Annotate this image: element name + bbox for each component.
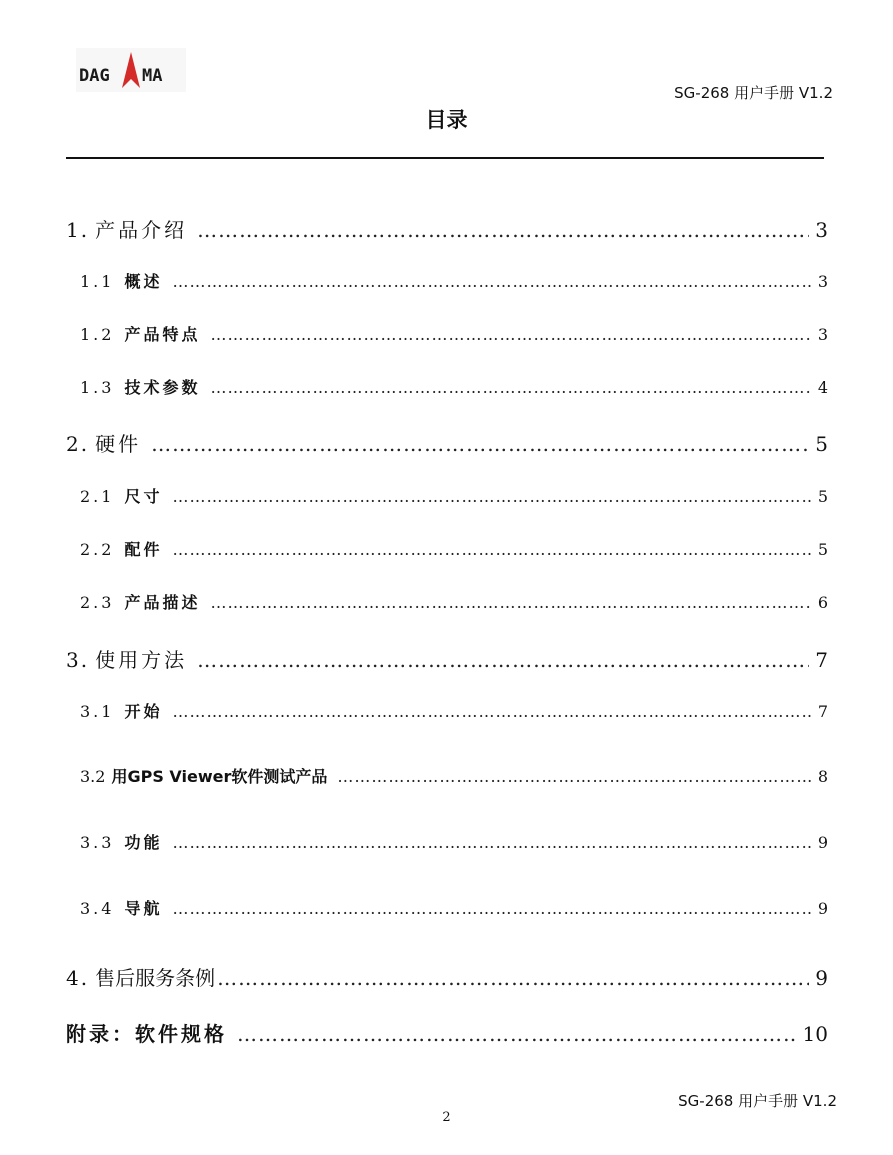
toc-page: 8 xyxy=(817,767,828,786)
toc-page: 7 xyxy=(815,648,828,672)
toc-number: 3.2 xyxy=(80,767,106,786)
toc-leader xyxy=(172,272,811,291)
toc-entry-2-2[interactable] xyxy=(80,537,828,560)
header-doc-reference: SG-268 用户手册 V1.2 xyxy=(674,84,833,102)
dagama-logo-mark xyxy=(76,48,186,92)
toc-entry-3-2[interactable] xyxy=(80,764,828,787)
toc-number: 1.3 xyxy=(80,378,115,397)
toc-label: 技术参数 xyxy=(124,378,201,397)
toc-leader xyxy=(337,767,811,786)
toc-entry-3[interactable] xyxy=(66,644,828,673)
toc-leader xyxy=(210,325,811,344)
toc-page: 5 xyxy=(817,487,828,506)
toc-label: 尺寸 xyxy=(124,487,163,506)
toc-entry-3-4[interactable] xyxy=(80,896,828,919)
toc-label: 功能 xyxy=(124,833,163,852)
toc-number: 3. xyxy=(66,648,90,672)
toc-label: 产品介绍 xyxy=(95,218,188,242)
toc-leader xyxy=(217,966,809,990)
toc-entry-2-1[interactable] xyxy=(80,484,828,507)
toc-page: 5 xyxy=(817,540,828,559)
page-title: 目录 xyxy=(425,108,468,132)
toc-page: 4 xyxy=(817,378,828,397)
toc-number: 2. xyxy=(66,432,90,456)
toc-page: 3 xyxy=(815,218,828,242)
toc-number: 3.4 xyxy=(80,899,115,918)
toc-label: 产品特点 xyxy=(124,325,201,344)
toc-page: 10 xyxy=(802,1022,828,1046)
toc-entry-1[interactable] xyxy=(66,214,828,243)
toc-number: 1.1 xyxy=(80,272,115,291)
toc-leader xyxy=(172,833,811,852)
toc-page: 3 xyxy=(817,272,828,291)
toc-entry-4[interactable] xyxy=(66,962,828,991)
toc-number: 2.3 xyxy=(80,593,115,612)
toc-number: 2.1 xyxy=(80,487,115,506)
toc-leader xyxy=(151,432,809,456)
toc-leader xyxy=(197,648,809,672)
toc-label: 用GPS Viewer软件测试产品 xyxy=(111,767,328,786)
toc-leader xyxy=(237,1022,797,1046)
toc-label: 售后服务条例 xyxy=(95,966,216,990)
toc-entry-2-3[interactable] xyxy=(80,590,828,613)
toc-page: 9 xyxy=(817,833,828,852)
toc-leader xyxy=(172,899,811,918)
toc-leader xyxy=(210,378,811,397)
toc-label: 开始 xyxy=(124,702,163,721)
toc-leader xyxy=(172,487,811,506)
toc-number: 3.1 xyxy=(80,702,115,721)
svg-text:MA: MA xyxy=(142,66,163,86)
toc-entry-1-1[interactable] xyxy=(80,269,828,292)
toc-label: 附录：软件规格 xyxy=(66,1022,227,1046)
toc-label: 硬件 xyxy=(95,432,142,456)
toc-label: 导航 xyxy=(124,899,163,918)
toc-label: 产品描述 xyxy=(124,593,201,612)
toc-entry-3-3[interactable] xyxy=(80,830,828,853)
toc-page: 6 xyxy=(817,593,828,612)
toc-leader xyxy=(210,593,811,612)
toc-page: 7 xyxy=(817,702,828,721)
toc-number: 2.2 xyxy=(80,540,115,559)
page-number: 2 xyxy=(442,1110,451,1125)
toc-leader xyxy=(172,702,811,721)
toc-number: 3.3 xyxy=(80,833,115,852)
toc-label: 概述 xyxy=(124,272,163,291)
toc-entry-3-1[interactable] xyxy=(80,699,828,722)
toc-page: 9 xyxy=(817,899,828,918)
toc-label: 配件 xyxy=(124,540,163,559)
dagama-logo xyxy=(76,48,186,92)
svg-text:DAG: DAG xyxy=(79,66,110,86)
toc-entry-1-2[interactable] xyxy=(80,322,828,345)
toc-leader xyxy=(172,540,811,559)
toc-label: 使用方法 xyxy=(95,648,188,672)
toc-page: 9 xyxy=(815,966,828,990)
toc-entry-1-3[interactable] xyxy=(80,375,828,398)
toc-entry-appendix[interactable] xyxy=(66,1018,828,1047)
toc-number: 1. xyxy=(66,218,90,242)
toc-page: 3 xyxy=(817,325,828,344)
header-divider xyxy=(66,157,824,159)
toc-number: 1.2 xyxy=(80,325,115,344)
toc-page: 5 xyxy=(815,432,828,456)
footer-doc-reference: SG-268 用户手册 V1.2 xyxy=(678,1092,837,1110)
toc-number: 4. xyxy=(66,966,90,990)
toc-entry-2[interactable] xyxy=(66,428,828,457)
toc-leader xyxy=(197,218,809,242)
